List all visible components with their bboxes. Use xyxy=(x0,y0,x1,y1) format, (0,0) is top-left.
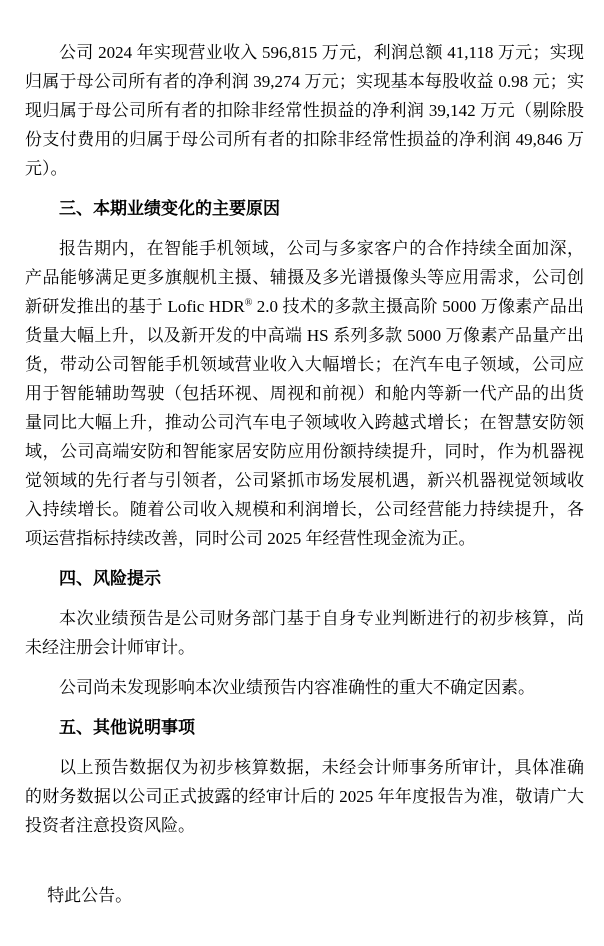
registered-trademark-symbol: ® xyxy=(244,297,253,309)
section-4-paragraph-2: 公司尚未发现影响本次业绩预告内容准确性的重大不确定因素。 xyxy=(59,678,535,697)
section-4-paragraph-1: 本次业绩预告是公司财务部门基于自身专业判断进行的初步核算，尚未经注册会计师审计。 xyxy=(25,609,584,657)
section-3-paragraph xyxy=(25,234,584,553)
section-3-text-before-trademark: 报告期内，在智能手机领域，公司与多家客户的合作持续全面加深，产品能够满足更多旗舰机主摄、辅摄及多光谱摄像头等应用需求，公司创新研发推出的基于 Lofic HDR xyxy=(25,239,584,316)
section-3-text-after-trademark: 2.0 技术的多款主摄高阶 5000 万像素产品出货量大幅上升，以及新开发的中高端 HS 系列多款 5000 万像素产品量产出货，带动公司智能手机领域营业收入大幅增长；在汽车电子领域，公司应用于智能辅助驾驶（包括环视、周视和前视）和舱内等新一代产品的出货量同比大幅上升，推动公司汽车电子领域收入跨越式增长；在智慧安防领域，公司高端安防和智能家居安防应用份额持续提升，同时，作为机器视觉领域的先行者与引领者，公司紧抓市场发展机遇，新兴机器视觉领域收入持续增长。随着公司收入规模和利润增长，公司经营能力持续提升，各项运营指标持续改善，同时公司 2025 年经营性现金流为正。 xyxy=(25,297,584,548)
section-3-heading: 三、本期业绩变化的主要原因 xyxy=(59,199,280,218)
section-4-heading: 四、风险提示 xyxy=(59,569,161,588)
section-5-paragraph-1: 以上预告数据仅为初步核算数据，未经会计师事务所审计，具体准确的财务数据以公司正式披露的经审计后的 2025 年年度报告为准，敬请广大投资者注意投资风险。 xyxy=(25,758,584,835)
closing-statement: 特此公告。 xyxy=(47,886,133,905)
performance-summary-paragraph: 公司 2024 年实现营业收入 596,815 万元，利润总额 41,118 万元；实现归属于母公司所有者的净利润 39,274 万元；实现基本每股收益 0.98 元；实现归属于母公司所有者的扣除非经常性损益的净利润 39,142 万元（剔除股份支付费用的归属于母公司所有者的扣除非经常性损益的净利润 49,846 万元）。 xyxy=(25,43,584,178)
section-5-heading: 五、其他说明事项 xyxy=(59,718,195,737)
